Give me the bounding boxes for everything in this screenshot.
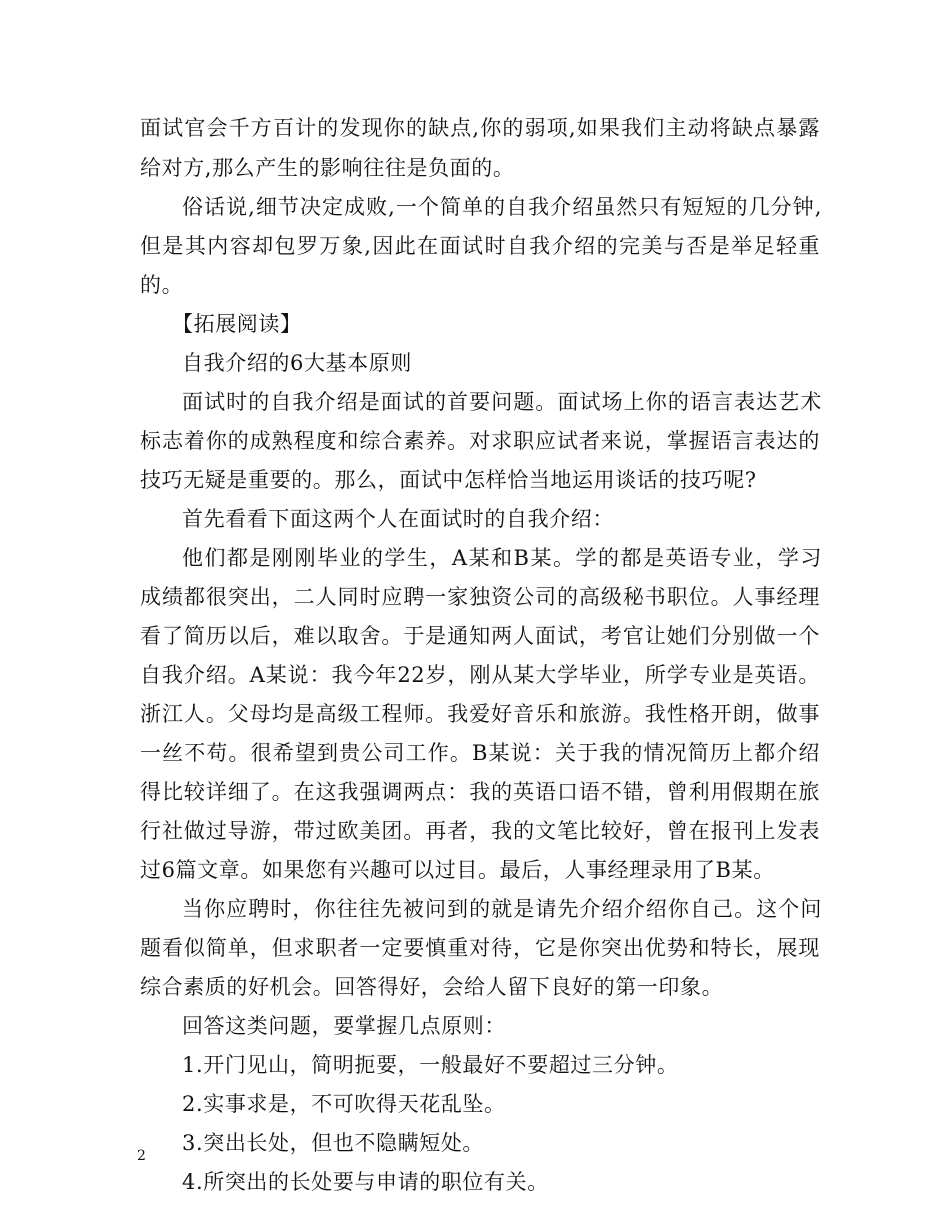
text-line: 看了简历以后，难以取舍。于是通知两人面试，考官让她们分别做一个 bbox=[140, 624, 820, 648]
list-item: 4.所突出的长处要与申请的职位有关。 bbox=[182, 1170, 549, 1194]
text-line: 一丝不苟。很希望到贵公司工作。B某说：关于我的情况简历上都介绍 bbox=[140, 741, 820, 765]
text-line: 行社做过导游，带过欧美团。再者，我的文笔比较好，曾在报刊上发表 bbox=[140, 819, 820, 843]
list-item: 1.开门见山，简明扼要，一般最好不要超过三分钟。 bbox=[182, 1053, 679, 1077]
text-line: 过6篇文章。如果您有兴趣可以过目。最后，人事经理录用了B某。 bbox=[140, 858, 775, 882]
text-line: 题看似简单，但求职者一定要慎重对待，它是你突出优势和特长，展现 bbox=[140, 936, 820, 960]
list-item: 2.实事求是，不可吹得天花乱坠。 bbox=[182, 1092, 506, 1116]
text-line: 回答这类问题，要掌握几点原则： bbox=[182, 1014, 506, 1038]
text-line: 技巧无疑是重要的。那么，面试中怎样恰当地运用谈话的技巧呢? bbox=[140, 468, 757, 492]
text-line: 自我介绍。A某说：我今年22岁，刚从某大学毕业，所学专业是英语。 bbox=[140, 663, 820, 687]
text-line: 浙江人。父母均是高级工程师。我爱好音乐和旅游。我性格开朗，做事 bbox=[140, 702, 820, 726]
text-line: 面试时的自我介绍是面试的首要问题。面试场上你的语言表达艺术 bbox=[182, 390, 822, 414]
text-line: 俗话说,细节决定成败,一个简单的自我介绍虽然只有短短的几分钟, bbox=[182, 195, 822, 219]
text-line: 综合素质的好机会。回答得好，会给人留下良好的第一印象。 bbox=[140, 975, 724, 999]
text-line: 他们都是刚刚毕业的学生，A某和B某。学的都是英语专业，学习 bbox=[182, 546, 822, 570]
page-number: 2 bbox=[137, 1148, 146, 1164]
text-line: 得比较详细了。在这我强调两点：我的英语口语不错，曾利用假期在旅 bbox=[140, 780, 820, 804]
text-line: 给对方,那么产生的影响往往是负面的。 bbox=[140, 156, 515, 180]
text-line: 的。 bbox=[140, 273, 184, 297]
list-item: 3.突出长处，但也不隐瞒短处。 bbox=[182, 1131, 485, 1155]
text-line: 成绩都很突出，二人同时应聘一家独资公司的高级秘书职位。人事经理 bbox=[140, 585, 820, 609]
text-line: 当你应聘时，你往往先被问到的就是请先介绍介绍你自己。这个问 bbox=[182, 897, 822, 921]
text-line: 但是其内容却包罗万象,因此在面试时自我介绍的完美与否是举足轻重 bbox=[140, 234, 820, 258]
text-line: 标志着你的成熟程度和综合素养。对求职应试者来说，掌握语言表达的 bbox=[140, 429, 820, 453]
text-line: 首先看看下面这两个人在面试时的自我介绍： bbox=[182, 507, 614, 531]
text-line: 面试官会千方百计的发现你的缺点,你的弱项,如果我们主动将缺点暴露 bbox=[140, 116, 820, 140]
subheading: 自我介绍的6大基本原则 bbox=[182, 351, 412, 375]
section-heading: 【拓展阅读】 bbox=[172, 312, 302, 336]
